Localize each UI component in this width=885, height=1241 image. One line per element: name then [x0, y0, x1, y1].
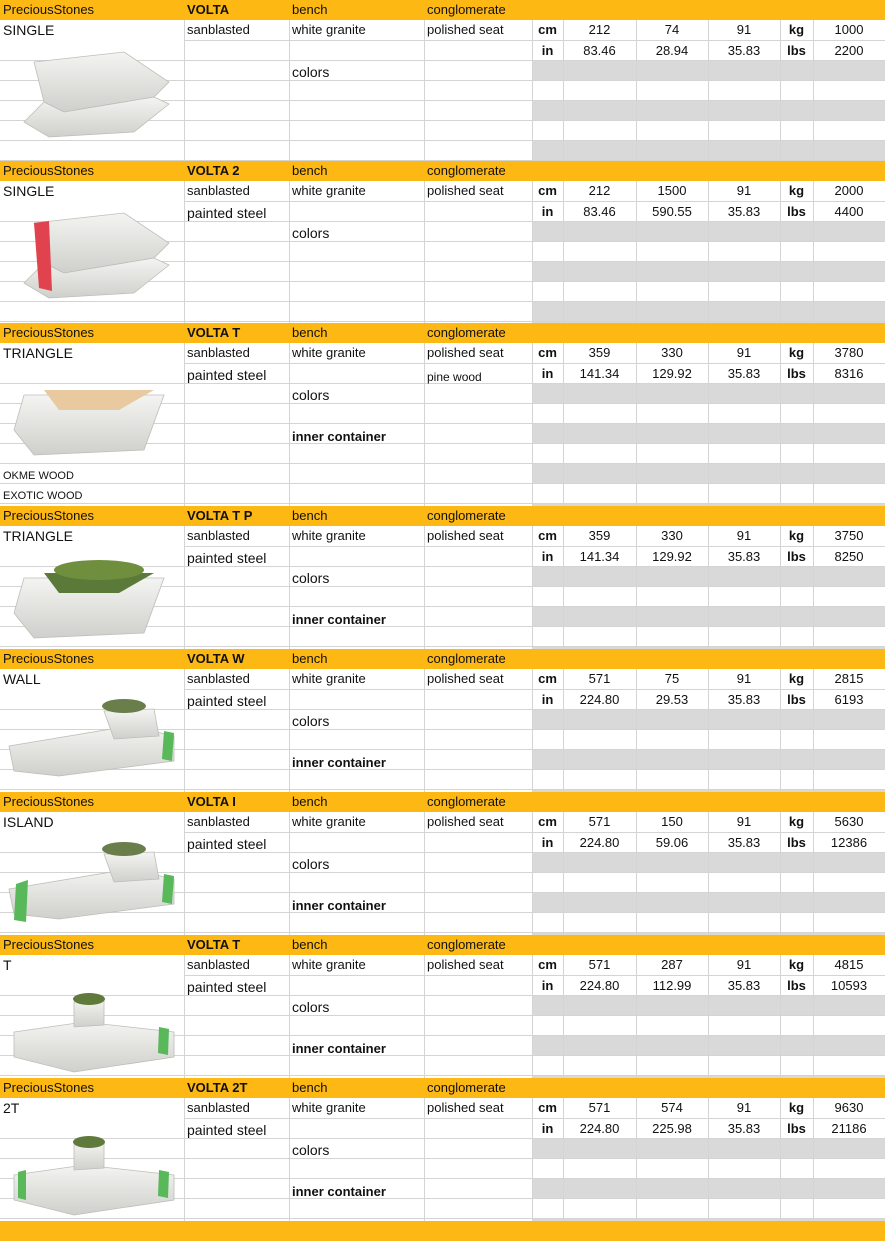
single-red-bench-icon	[4, 203, 179, 303]
dimension-in: 141.34	[579, 366, 620, 381]
weight-kg: 1000	[834, 22, 864, 37]
unit-in: in	[541, 549, 554, 564]
dimension-cm: 212	[588, 22, 611, 37]
dimension-cm: 91	[736, 957, 752, 972]
dimension-cm: 91	[736, 1100, 752, 1115]
product-block	[0, 792, 885, 935]
unit-lbs: lbs	[787, 43, 806, 58]
seat-label: polished seat	[427, 1100, 504, 1115]
dimension-cm: 574	[661, 1100, 683, 1115]
colors-label: colors	[292, 999, 330, 1015]
unit-cm: cm	[538, 1100, 557, 1115]
weight-kg: 3750	[834, 528, 864, 543]
material-label: conglomerate	[427, 794, 506, 809]
col-divider	[289, 343, 290, 506]
col-divider	[289, 955, 290, 1078]
dimension-cm: 150	[661, 814, 683, 829]
type-label: SINGLE	[3, 183, 55, 199]
category-label: bench	[292, 508, 328, 523]
seat-label: polished seat	[427, 671, 504, 686]
unit-cm: cm	[538, 183, 557, 198]
col-divider	[184, 181, 185, 323]
colors-label: colors	[292, 225, 330, 241]
dimension-cm: 91	[736, 671, 752, 686]
material-label: conglomerate	[427, 937, 506, 952]
dimension-in: 225.98	[652, 1121, 692, 1136]
dimension-cm: 571	[588, 957, 611, 972]
dimension-cm: 1500	[657, 183, 687, 198]
material-label: conglomerate	[427, 325, 506, 340]
wall-bench-icon	[4, 691, 179, 791]
dimension-cm: 330	[661, 345, 683, 360]
weight-lbs: 2200	[834, 43, 864, 58]
unit-kg: kg	[788, 814, 805, 829]
col-divider	[184, 812, 185, 935]
unit-in: in	[541, 366, 554, 381]
unit-lbs: lbs	[787, 204, 806, 219]
unit-kg: kg	[788, 345, 805, 360]
col-divider	[424, 526, 425, 649]
unit-lbs: lbs	[787, 692, 806, 707]
col-divider	[424, 343, 425, 506]
dimension-cm: 91	[736, 22, 752, 37]
col-divider	[424, 812, 425, 935]
2t-bench-icon	[4, 1120, 179, 1220]
category-label: bench	[292, 325, 328, 340]
seat-label: polished seat	[427, 528, 504, 543]
inner-container-label: inner container	[292, 755, 386, 770]
weight-kg: 4815	[834, 957, 864, 972]
weight-lbs: 8316	[834, 366, 864, 381]
finish-label: sanblasted	[187, 1100, 250, 1115]
dimension-in: 35.83	[727, 43, 761, 58]
dimension-in: 35.83	[727, 1121, 761, 1136]
unit-in: in	[541, 835, 554, 850]
category-label: bench	[292, 794, 328, 809]
island-bench-icon	[4, 834, 179, 934]
weight-lbs: 6193	[834, 692, 864, 707]
weight-lbs: 4400	[834, 204, 864, 219]
dimension-cm: 91	[736, 345, 752, 360]
type-label: SINGLE	[3, 22, 55, 38]
dimension-in: 29.53	[655, 692, 689, 707]
dimension-in: 129.92	[652, 366, 692, 381]
inner-container-label: inner container	[292, 898, 386, 913]
dimension-cm: 359	[588, 345, 611, 360]
colors-label: colors	[292, 570, 330, 586]
dimension-in: 28.94	[655, 43, 689, 58]
stone-label: white granite	[292, 957, 366, 972]
seat-label: polished seat	[427, 22, 504, 37]
dimension-in: 35.83	[727, 549, 761, 564]
pine-label: pine wood	[427, 370, 482, 384]
unit-cm: cm	[538, 814, 557, 829]
model-label: VOLTA I	[187, 794, 236, 809]
dimension-in: 59.06	[655, 835, 689, 850]
category-label: bench	[292, 651, 328, 666]
wood-option-note: EXOTIC WOOD	[3, 490, 83, 502]
product-block	[0, 323, 885, 506]
steel-label: painted steel	[187, 979, 267, 995]
dimension-in: 112.99	[652, 978, 692, 993]
unit-kg: kg	[788, 957, 805, 972]
model-label: VOLTA	[187, 2, 230, 17]
steel-label: painted steel	[187, 1122, 267, 1138]
triangle-planter-icon	[4, 548, 179, 648]
weight-kg: 2000	[834, 183, 864, 198]
product-block	[0, 1078, 885, 1221]
steel-label: painted steel	[187, 836, 267, 852]
dimension-in: 35.83	[727, 692, 761, 707]
dimension-cm: 75	[664, 671, 680, 686]
dimension-in: 129.92	[652, 549, 692, 564]
dimension-cm: 91	[736, 528, 752, 543]
brand-label: PreciousStones	[3, 508, 95, 523]
weight-lbs: 12386	[830, 835, 868, 850]
material-label: conglomerate	[427, 163, 506, 178]
steel-label: painted steel	[187, 693, 267, 709]
dimension-cm: 571	[588, 814, 611, 829]
unit-in: in	[541, 1121, 554, 1136]
weight-lbs: 10593	[830, 978, 868, 993]
category-label: bench	[292, 1080, 328, 1095]
dimension-in: 83.46	[583, 43, 616, 58]
dimension-in: 35.83	[727, 978, 761, 993]
dimension-cm: 74	[664, 22, 680, 37]
wood-option-note: OKME WOOD	[3, 470, 74, 482]
triangle-bench-icon	[4, 365, 179, 465]
dimension-in: 83.46	[583, 204, 616, 219]
unit-in: in	[541, 204, 554, 219]
type-label: TRIANGLE	[3, 345, 74, 361]
col-divider	[289, 181, 290, 323]
stone-label: white granite	[292, 528, 366, 543]
weight-kg: 3780	[834, 345, 864, 360]
product-block	[0, 161, 885, 323]
inner-container-label: inner container	[292, 429, 386, 444]
seat-label: polished seat	[427, 183, 504, 198]
seat-label: polished seat	[427, 957, 504, 972]
dimension-cm: 91	[736, 814, 752, 829]
finish-label: sanblasted	[187, 528, 250, 543]
dimension-cm: 287	[661, 957, 683, 972]
weight-kg: 5630	[834, 814, 864, 829]
unit-lbs: lbs	[787, 366, 806, 381]
brand-label: PreciousStones	[3, 794, 95, 809]
dimension-cm: 571	[588, 1100, 611, 1115]
category-label: bench	[292, 163, 328, 178]
col-divider	[289, 526, 290, 649]
product-block	[0, 649, 885, 792]
model-label: VOLTA 2T	[187, 1080, 248, 1095]
unit-kg: kg	[788, 1100, 805, 1115]
inner-container-label: inner container	[292, 612, 386, 627]
unit-lbs: lbs	[787, 1121, 806, 1136]
model-label: VOLTA T	[187, 937, 241, 952]
unit-lbs: lbs	[787, 835, 806, 850]
finish-label: sanblasted	[187, 183, 250, 198]
model-label: VOLTA 2	[187, 163, 240, 178]
seat-label: polished seat	[427, 345, 504, 360]
colors-label: colors	[292, 856, 330, 872]
col-divider	[424, 20, 425, 161]
brand-label: PreciousStones	[3, 2, 95, 17]
weight-kg: 9630	[834, 1100, 864, 1115]
finish-label: sanblasted	[187, 22, 250, 37]
unit-kg: kg	[788, 671, 805, 686]
col-divider	[424, 669, 425, 792]
steel-label: painted steel	[187, 367, 267, 383]
stone-label: white granite	[292, 183, 366, 198]
single-bench-icon	[4, 42, 179, 142]
brand-label: PreciousStones	[3, 651, 95, 666]
t-bench-icon	[4, 977, 179, 1077]
model-label: VOLTA T	[187, 325, 241, 340]
product-block	[0, 0, 885, 161]
unit-cm: cm	[538, 528, 557, 543]
unit-kg: kg	[788, 183, 805, 198]
material-label: conglomerate	[427, 651, 506, 666]
unit-cm: cm	[538, 957, 557, 972]
steel-label: painted steel	[187, 205, 267, 221]
material-label: conglomerate	[427, 1080, 506, 1095]
brand-label: PreciousStones	[3, 325, 95, 340]
dimension-cm: 330	[661, 528, 683, 543]
colors-label: colors	[292, 387, 330, 403]
unit-cm: cm	[538, 22, 557, 37]
unit-kg: kg	[788, 22, 805, 37]
material-label: conglomerate	[427, 508, 506, 523]
dimension-in: 224.80	[579, 692, 620, 707]
weight-kg: 2815	[834, 671, 864, 686]
col-divider	[289, 812, 290, 935]
finish-label: sanblasted	[187, 957, 250, 972]
unit-lbs: lbs	[787, 549, 806, 564]
category-label: bench	[292, 2, 328, 17]
finish-label: sanblasted	[187, 814, 250, 829]
dimension-cm: 359	[588, 528, 611, 543]
footer-bar	[0, 1221, 885, 1241]
category-label: bench	[292, 937, 328, 952]
dimension-in: 224.80	[579, 978, 620, 993]
brand-label: PreciousStones	[3, 1080, 95, 1095]
col-divider	[424, 1098, 425, 1221]
unit-in: in	[541, 978, 554, 993]
colors-label: colors	[292, 64, 330, 80]
unit-cm: cm	[538, 671, 557, 686]
dimension-in: 590.55	[652, 204, 692, 219]
dimension-in: 35.83	[727, 835, 761, 850]
dimension-cm: 212	[588, 183, 611, 198]
dimension-cm: 91	[736, 183, 752, 198]
unit-cm: cm	[538, 345, 557, 360]
unit-in: in	[541, 692, 554, 707]
type-label: 2T	[3, 1100, 20, 1116]
stone-label: white granite	[292, 345, 366, 360]
weight-lbs: 8250	[834, 549, 864, 564]
inner-container-label: inner container	[292, 1184, 386, 1199]
weight-lbs: 21186	[831, 1121, 867, 1136]
stone-label: white granite	[292, 1100, 366, 1115]
col-divider	[184, 955, 185, 1078]
product-block	[0, 935, 885, 1078]
brand-label: PreciousStones	[3, 937, 95, 952]
unit-in: in	[541, 43, 554, 58]
stone-label: white granite	[292, 814, 366, 829]
dimension-in: 35.83	[727, 204, 761, 219]
unit-kg: kg	[788, 528, 805, 543]
dimension-cm: 571	[588, 671, 611, 686]
colors-label: colors	[292, 713, 330, 729]
col-divider	[289, 1098, 290, 1221]
col-divider	[184, 20, 185, 161]
col-divider	[184, 669, 185, 792]
product-block	[0, 506, 885, 649]
col-divider	[424, 955, 425, 1078]
col-divider	[184, 1098, 185, 1221]
colors-label: colors	[292, 1142, 330, 1158]
type-label: ISLAND	[3, 814, 54, 830]
material-label: conglomerate	[427, 2, 506, 17]
dimension-in: 35.83	[727, 366, 761, 381]
finish-label: sanblasted	[187, 345, 250, 360]
inner-container-label: inner container	[292, 1041, 386, 1056]
model-label: VOLTA T P	[187, 508, 253, 523]
seat-label: polished seat	[427, 814, 504, 829]
dimension-in: 224.80	[579, 1121, 620, 1136]
type-label: TRIANGLE	[3, 528, 74, 544]
col-divider	[184, 343, 185, 506]
col-divider	[289, 20, 290, 161]
steel-label: painted steel	[187, 550, 267, 566]
finish-label: sanblasted	[187, 671, 250, 686]
col-divider	[289, 669, 290, 792]
col-divider	[184, 526, 185, 649]
dimension-in: 224.80	[579, 835, 620, 850]
type-label: WALL	[3, 671, 41, 687]
brand-label: PreciousStones	[3, 163, 95, 178]
stone-label: white granite	[292, 22, 366, 37]
col-divider	[424, 181, 425, 323]
stone-label: white granite	[292, 671, 366, 686]
unit-lbs: lbs	[787, 978, 806, 993]
type-label: T	[3, 957, 12, 973]
dimension-in: 141.34	[579, 549, 620, 564]
row-divider	[0, 321, 184, 322]
model-label: VOLTA W	[187, 651, 245, 666]
